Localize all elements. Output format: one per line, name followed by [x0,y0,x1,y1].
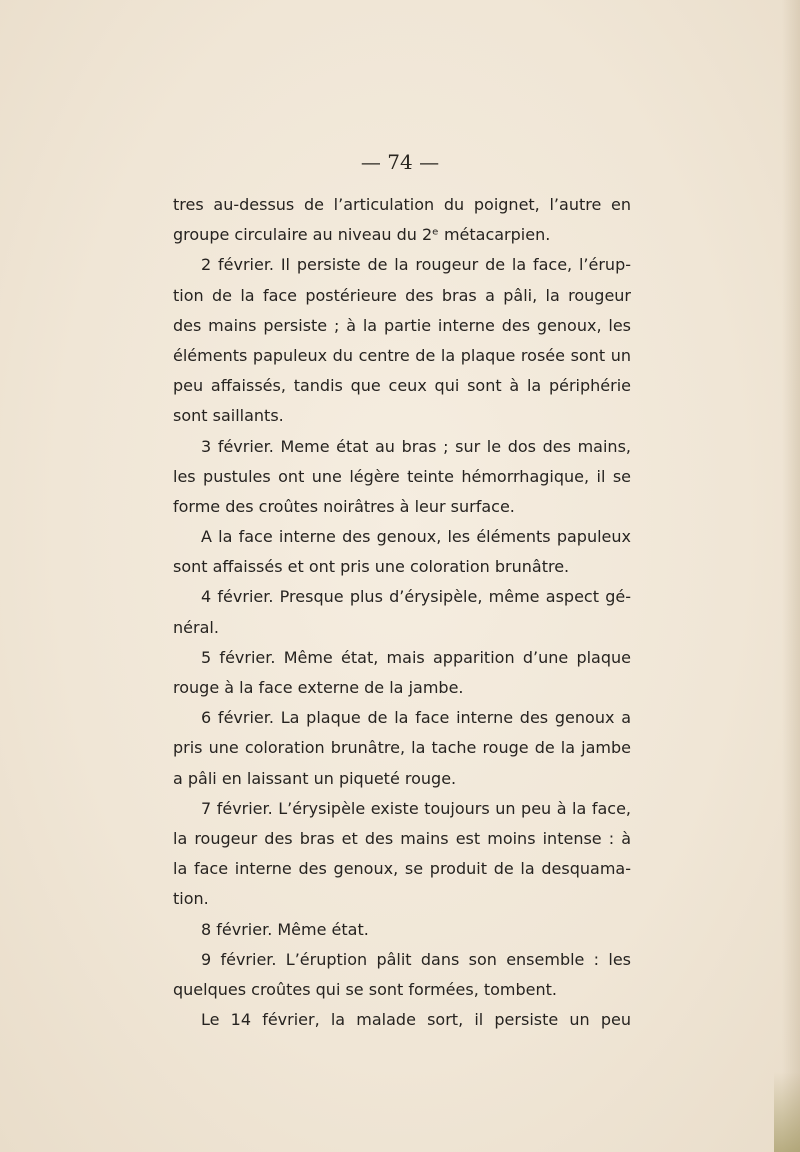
text-line: la rougeur des bras et des mains est moins intense : à [173,828,631,848]
text-line: 2 février. Il persiste de la rougeur de la face, l’érup- [201,255,631,275]
text-line: A la face interne des genoux, les éléments papuleux [201,527,631,547]
text-line: tion de la face postérieure des bras a pâli, la rougeur [173,285,631,305]
text-line: 8 février. Même état. [201,919,369,939]
text-line: a pâli en laissant un piqueté rouge. [173,768,457,788]
text-line: néral. [173,617,219,637]
text-line: 3 février. Meme état au bras ; sur le dos des mains, [201,436,631,456]
page-number: — 74 — [360,150,440,174]
text-line: sont saillants. [173,406,284,426]
text-line: quelques croûtes qui se sont formées, tombent. [173,979,558,999]
text-line: pris une coloration brunâtre, la tache rouge de la jambe [173,738,631,758]
text-line: des mains persiste ; à la partie interne des genoux, les [173,315,631,335]
text-line: forme des croûtes noirâtres à leur surface. [173,496,515,516]
text-line: 7 février. L’érysipèle existe toujours un peu à la face, [201,798,631,818]
text-line: éléments papuleux du centre de la plaque rosée sont un [173,345,631,365]
text-line: tres au-dessus de l’articulation du poignet, l’autre en [173,195,631,214]
body-text [173,190,631,1035]
text-line: les pustules ont une légère teinte hémorrhagique, il se [173,466,631,486]
text-line: la face interne des genoux, se produit de la desquama- [173,859,631,879]
text-line: 5 février. Même état, mais apparition d’une plaque [201,647,631,667]
text-line: 4 février. Presque plus d’érysipèle, même aspect gé- [201,587,631,607]
text-line: rouge à la face externe de la jambe. [173,678,464,697]
text-line: peu affaissés, tandis que ceux qui sont à la périphérie [173,376,631,396]
text-line: 9 février. L’éruption pâlit dans son ensemble : les [201,949,631,969]
text-line: tion. [173,889,209,909]
text-line: groupe circulaire au niveau du 2ᵉ métacarpien. [173,225,551,245]
text-line: Le 14 février, la malade sort, il persiste un peu [201,1010,631,1030]
page-corner-stain [774,1072,800,1152]
text-line: 6 février. La plaque de la face interne des genoux a [201,708,631,728]
text-line: sont affaissés et ont pris une coloration brunâtre. [173,557,570,577]
